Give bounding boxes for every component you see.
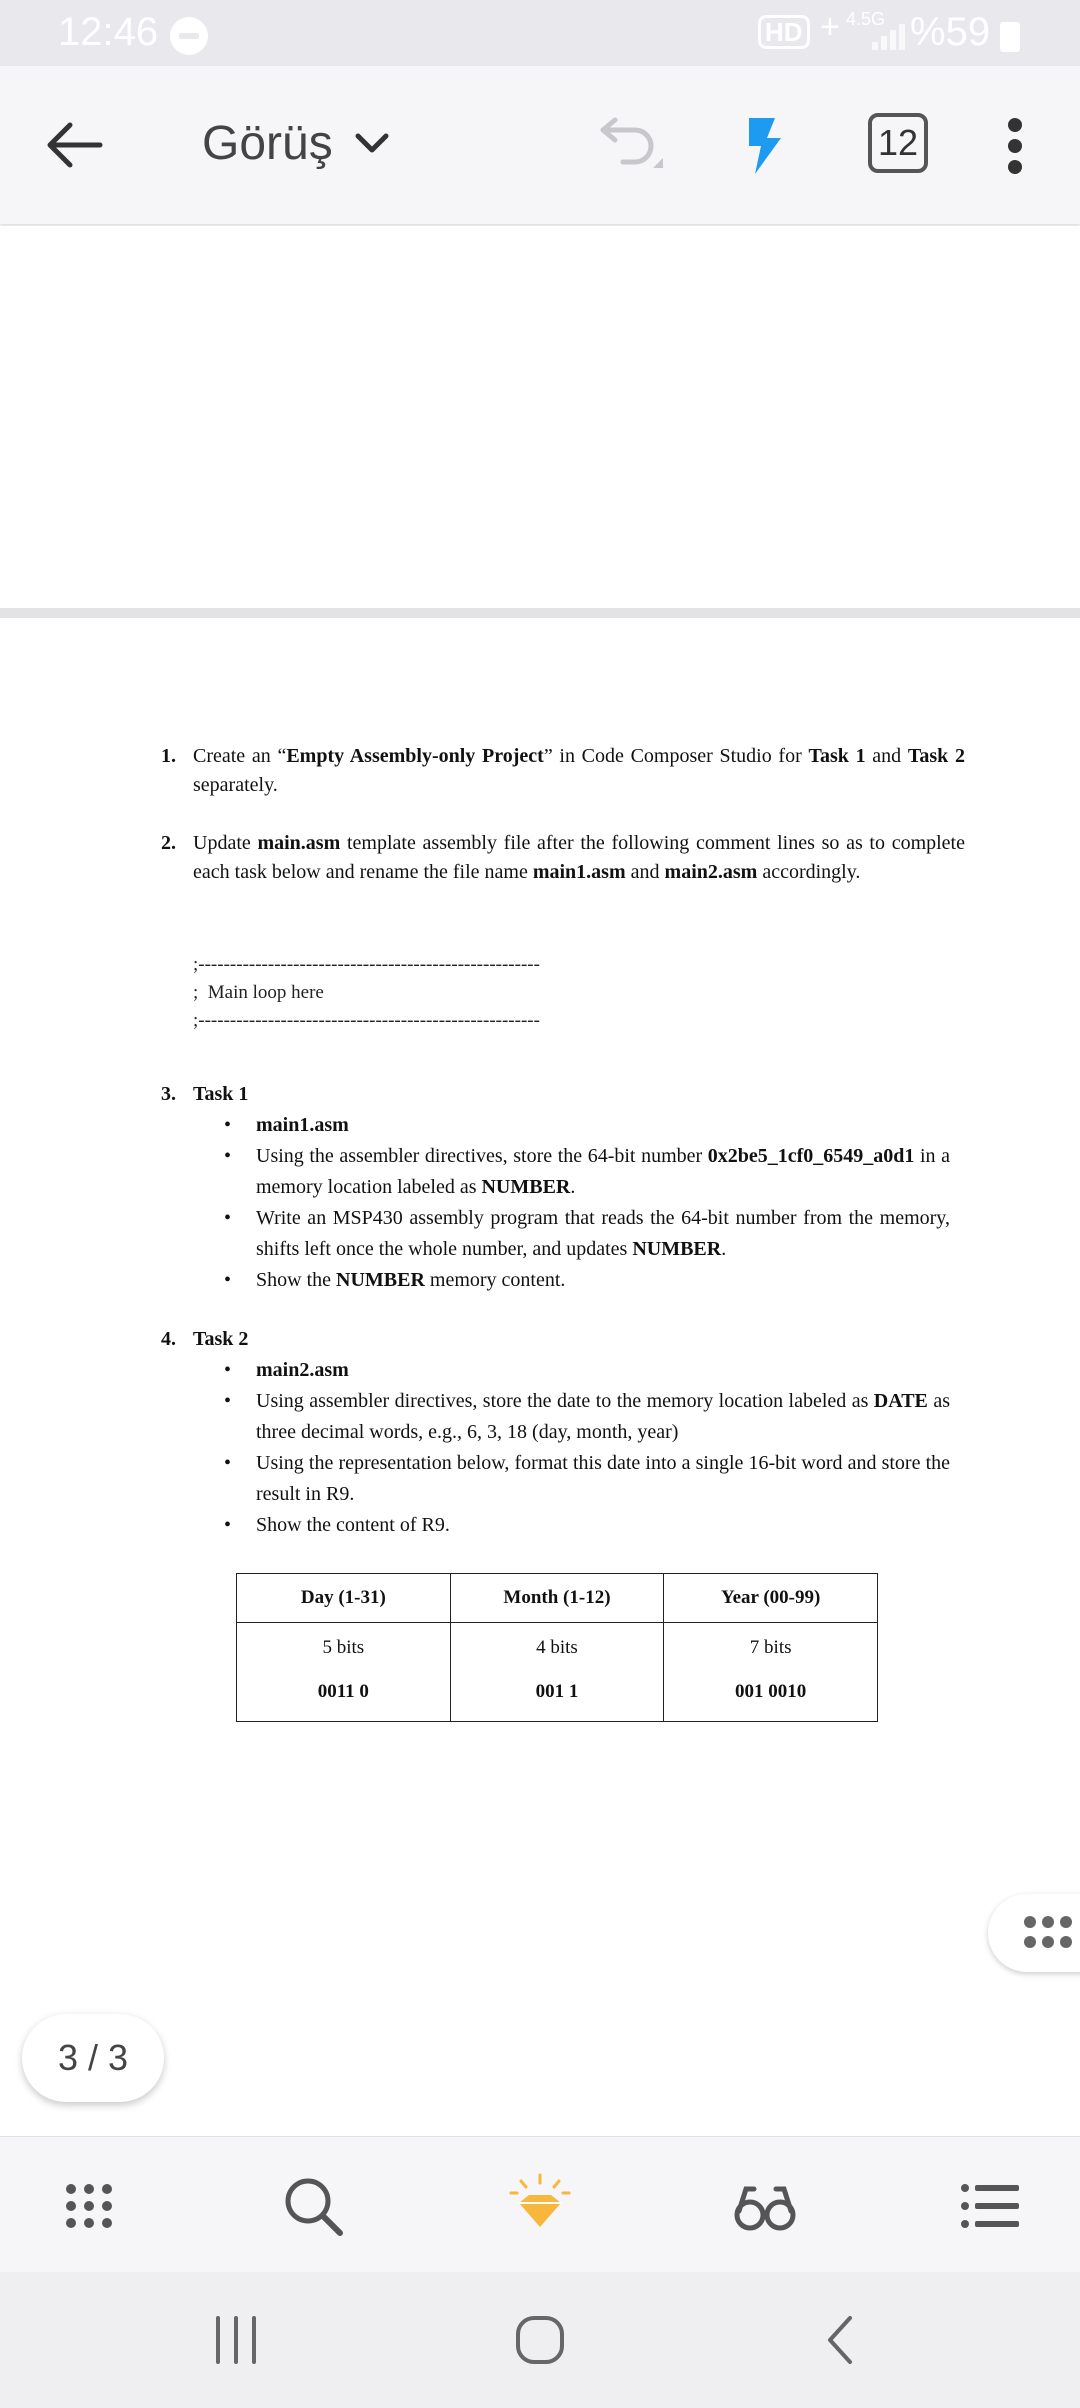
page-divider bbox=[0, 608, 1080, 618]
recents-icon[interactable] bbox=[206, 2312, 266, 2368]
item-number: 4. bbox=[161, 1328, 176, 1350]
home-icon[interactable] bbox=[508, 2312, 572, 2368]
grid-menu-icon[interactable] bbox=[54, 2171, 124, 2241]
status-bar bbox=[0, 0, 1080, 66]
list-icon[interactable] bbox=[955, 2171, 1025, 2241]
table-cell bbox=[664, 1623, 878, 1722]
bold-text-run: NUMBER bbox=[632, 1238, 722, 1260]
table-cell bbox=[237, 1623, 451, 1722]
item-number: 3. bbox=[161, 1083, 176, 1105]
bullet-text bbox=[256, 1265, 950, 1296]
text-run: memory content. bbox=[424, 1269, 566, 1291]
lightning-icon[interactable] bbox=[745, 116, 785, 176]
bold-text-run: main.asm bbox=[257, 832, 341, 854]
bit-width: 7 bits bbox=[749, 1637, 792, 1658]
dnd-icon bbox=[170, 17, 208, 55]
bold-text-run: DATE bbox=[873, 1390, 928, 1412]
text-run: separately. bbox=[193, 774, 278, 796]
chevron-down-icon[interactable] bbox=[350, 122, 394, 166]
task-title: Task 2 bbox=[193, 1328, 249, 1350]
bullet-text bbox=[256, 1355, 950, 1386]
table-header: Month (1-12) bbox=[450, 1574, 664, 1623]
table-header: Day (1-31) bbox=[237, 1574, 451, 1623]
bullet-text bbox=[256, 1141, 950, 1203]
search-icon[interactable] bbox=[278, 2171, 348, 2241]
bold-text-run: 0x2be5_1cf0_6549_a0d1 bbox=[707, 1145, 915, 1167]
document-page: 1. Create an “Empty Assembly-only Project” in Code Composer Studio for Task 1 and Task 2 separately. 2. Update main.asm template assembly file after the following comment lines so as to complete each task below and rename the file name main1.asm and main2.asm accordingly. ;------------------------------------------------------ ; Main loop here ;------------------------------------------------------ 3. Task 1 • main1.asm • Using the assembler directives, store the 64-bit number 0x2be5_1cf0_6549_a0d1 in a memory location labeled as NUMBER. • Write an MSP430 assembly program that reads the 64-bit number from the memory, shifts left once the whole number, and updates NUMBER. • Show the NUMBER memory content. 4. Task 2 • main2.asm • Using assembler directives, store the date to the memory location labeled as DATE as three decimal words, e.g., 6, 3, 18 (day, month, year) • Using the representation below, format this date into a single 16-bit word and store the result in R9. • Show the content of R9. Day (1-31) Month (1-12) Year (00-99) 5 bits 0011 0 4 bits 001 1 7 bits 001 0010 bbox=[0, 618, 1080, 2136]
item-text bbox=[193, 742, 965, 800]
bold-text-run: main1.asm bbox=[256, 1114, 349, 1136]
previous-page bbox=[0, 226, 1080, 608]
hd-badge: HD bbox=[758, 15, 810, 49]
battery-icon bbox=[1000, 22, 1020, 52]
reading-glasses-icon[interactable] bbox=[730, 2171, 800, 2241]
table-header-row bbox=[237, 1574, 878, 1623]
view-mode-label[interactable]: Görüş bbox=[202, 117, 333, 170]
table-cell bbox=[450, 1623, 664, 1722]
code-comment-line: ; Main loop here bbox=[193, 982, 324, 1003]
back-icon[interactable] bbox=[816, 2312, 866, 2368]
item-number: 2. bbox=[161, 832, 176, 854]
bit-value: 0011 0 bbox=[317, 1681, 369, 1702]
text-run: Update bbox=[193, 832, 258, 854]
text-run: Using the assembler directives, store the 64-bit number bbox=[256, 1145, 708, 1167]
bold-text-run: NUMBER bbox=[336, 1269, 425, 1291]
item-text bbox=[193, 829, 965, 887]
text-run: and bbox=[625, 861, 665, 883]
navigation-bar bbox=[0, 2272, 1080, 2408]
bold-text-run: Empty Assembly-only Project bbox=[286, 745, 544, 767]
back-arrow-icon[interactable] bbox=[40, 110, 110, 180]
text-run: Using the representation below, format this date into a single 16-bit word and store the result in R9. bbox=[256, 1452, 950, 1505]
text-run: template assembly file after the following comment lines so as to complete each task below and rename the file name bbox=[193, 832, 965, 883]
status-time: 12:46 bbox=[58, 10, 159, 54]
bit-width: 5 bits bbox=[322, 1637, 365, 1658]
text-run: accordingly. bbox=[757, 861, 861, 883]
text-run: . bbox=[721, 1238, 727, 1260]
hd-plus: + bbox=[820, 8, 840, 46]
bit-width: 4 bits bbox=[536, 1637, 578, 1658]
network-type: 4.5G bbox=[846, 9, 886, 29]
code-comment-line: ;------------------------------------------------------ bbox=[193, 954, 540, 975]
text-run: in a memory location labeled as bbox=[256, 1145, 950, 1198]
text-run: and bbox=[865, 745, 908, 767]
bold-text-run: main2.asm bbox=[664, 861, 758, 883]
text-run: Create an “ bbox=[193, 745, 287, 767]
bullet-text bbox=[256, 1448, 950, 1510]
table-row bbox=[237, 1623, 878, 1722]
ai-gem-icon[interactable] bbox=[505, 2171, 575, 2241]
bit-value: 001 0010 bbox=[735, 1681, 807, 1702]
bullet-text bbox=[256, 1386, 950, 1448]
battery-percent: %59 bbox=[910, 10, 991, 54]
more-vertical-icon[interactable] bbox=[1004, 116, 1028, 176]
floating-more-button[interactable] bbox=[988, 1894, 1080, 1972]
text-run: ” in Code Composer Studio for bbox=[543, 745, 809, 767]
task-title: Task 1 bbox=[193, 1083, 249, 1105]
bold-text-run: main2.asm bbox=[256, 1359, 349, 1381]
text-run: Write an MSP430 assembly program that reads the 64-bit number from the memory, shifts left once the whole number, and updates bbox=[256, 1207, 950, 1260]
bold-text-run: NUMBER bbox=[481, 1176, 571, 1198]
text-run: Using assembler directives, store the date to the memory location labeled as bbox=[256, 1390, 874, 1412]
code-comment-line: ;------------------------------------------------------ bbox=[193, 1010, 540, 1031]
item-number: 1. bbox=[161, 745, 176, 767]
text-run: Show the bbox=[256, 1269, 336, 1291]
page-indicator: 3 / 3 bbox=[22, 2014, 164, 2102]
date-format-table bbox=[236, 1573, 878, 1722]
signal-icon bbox=[872, 20, 908, 50]
bold-text-run: Task 2 bbox=[907, 745, 965, 767]
bullet-text bbox=[256, 1110, 950, 1141]
bullet-text bbox=[256, 1203, 950, 1265]
text-run: . bbox=[570, 1176, 576, 1198]
undo-icon[interactable] bbox=[595, 116, 665, 176]
bullet-text bbox=[256, 1510, 950, 1541]
bold-text-run: Task 1 bbox=[808, 745, 866, 767]
text-run: Show the content of R9. bbox=[256, 1514, 450, 1536]
page-count-button[interactable]: 12 bbox=[868, 113, 928, 173]
top-toolbar bbox=[0, 66, 1080, 224]
table-header: Year (00-99) bbox=[664, 1574, 878, 1623]
text-run: as three decimal words, e.g., 6, 3, 18 (day, month, year) bbox=[256, 1390, 950, 1443]
bold-text-run: main1.asm bbox=[532, 861, 626, 883]
bottom-toolbar bbox=[0, 2136, 1080, 2273]
bit-value: 001 1 bbox=[535, 1681, 579, 1702]
